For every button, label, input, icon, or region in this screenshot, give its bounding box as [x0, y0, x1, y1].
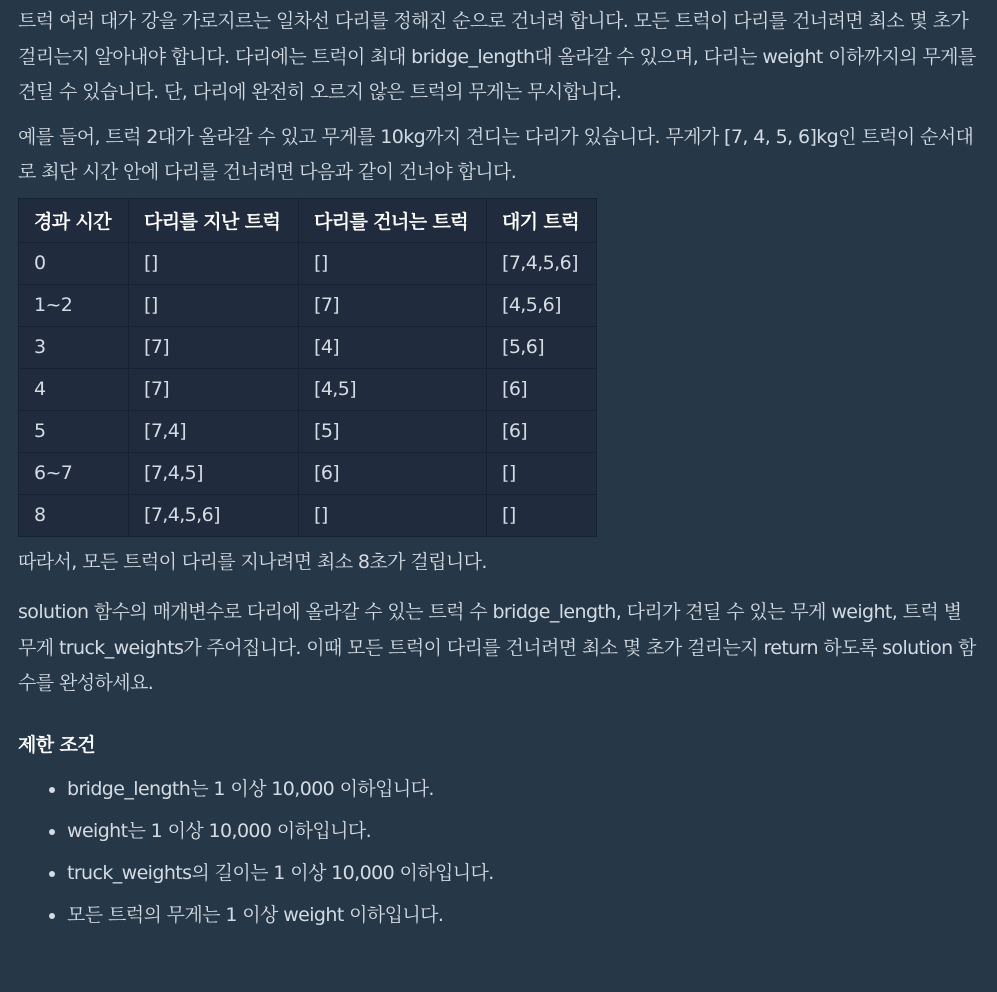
- constraints-title: 제한 조건: [18, 733, 96, 756]
- list-item: • bridge_length는 1 이상 10,000 이하입니다.: [67, 768, 979, 810]
- table-row: [19, 284, 597, 326]
- table-header-row: [19, 198, 597, 242]
- intro-paragraph: 트럭 여러 대가 강을 가로지르는 일차선 다리를 정해진 순으로 건너려 합니다. 모든 트럭이 다리를 건너려면 최소 몇 초가 걸리는지 알아내야 합니다. 다리에는 트럭이 최대 bridge_length대 올라갈 수 있으며, 다리는 weight 이하까지의 무게를 견딜 수 있습니다. 단, 다리에 완전히 오르지 않은 트럭의 무게는 무시합니다.: [18, 10, 976, 103]
- cell-passed: []: [129, 242, 299, 284]
- cell-crossing: [5]: [299, 410, 487, 452]
- cell-time: 3: [19, 326, 129, 368]
- table-row: [19, 452, 597, 494]
- conclusion-paragraph: 따라서, 모든 트럭이 다리를 지나려면 최소 8초가 걸립니다.: [18, 550, 487, 573]
- header-elapsed-time: 경과 시간: [19, 198, 129, 242]
- cell-time: 8: [19, 494, 129, 536]
- cell-passed: []: [129, 284, 299, 326]
- cell-waiting: [4,5,6]: [487, 284, 597, 326]
- cell-crossing: [4]: [299, 326, 487, 368]
- header-passed-trucks: 다리를 지난 트럭: [129, 198, 299, 242]
- table-row: [19, 494, 597, 536]
- cell-crossing: [4,5]: [299, 368, 487, 410]
- cell-crossing: []: [299, 494, 487, 536]
- cell-crossing: []: [299, 242, 487, 284]
- cell-crossing: [7]: [299, 284, 487, 326]
- cell-waiting: [6]: [487, 368, 597, 410]
- cell-time: 1~2: [19, 284, 129, 326]
- list-item: • truck_weights의 길이는 1 이상 10,000 이하입니다.: [67, 852, 979, 894]
- bridge-simulation-table: [18, 198, 597, 537]
- cell-passed: [7,4,5,6]: [129, 494, 299, 536]
- table-row: [19, 410, 597, 452]
- task-paragraph: solution 함수의 매개변수로 다리에 올라갈 수 있는 트럭 수 bridge_length, 다리가 견딜 수 있는 무게 weight, 트럭 별 무게 truck_weights가 주어집니다. 이때 모든 트럭이 다리를 건너려면 최소 몇 초가 걸리는지 return 하도록 solution 함수를 완성하세요.: [18, 601, 976, 694]
- cell-waiting: []: [487, 452, 597, 494]
- header-crossing-trucks: 다리를 건너는 트럭: [299, 198, 487, 242]
- cell-waiting: [6]: [487, 410, 597, 452]
- cell-time: 0: [19, 242, 129, 284]
- cell-time: 6~7: [19, 452, 129, 494]
- constraints-list: [18, 768, 979, 936]
- example-paragraph: 예를 들어, 트럭 2대가 올라갈 수 있고 무게를 10kg까지 견디는 다리가 있습니다. 무게가 [7, 4, 5, 6]kg인 트럭이 순서대로 최단 시간 안에 다리를 건너려면 다음과 같이 건너야 합니다.: [18, 125, 974, 183]
- table-row: [19, 242, 597, 284]
- cell-time: 4: [19, 368, 129, 410]
- header-waiting-trucks: 대기 트럭: [487, 198, 597, 242]
- cell-time: 5: [19, 410, 129, 452]
- cell-waiting: [7,4,5,6]: [487, 242, 597, 284]
- table-row: [19, 368, 597, 410]
- cell-waiting: [5,6]: [487, 326, 597, 368]
- cell-crossing: [6]: [299, 452, 487, 494]
- cell-passed: [7,4]: [129, 410, 299, 452]
- cell-passed: [7]: [129, 368, 299, 410]
- cell-waiting: []: [487, 494, 597, 536]
- cell-passed: [7]: [129, 326, 299, 368]
- cell-passed: [7,4,5]: [129, 452, 299, 494]
- list-item: • weight는 1 이상 10,000 이하입니다.: [67, 810, 979, 852]
- list-item: • 모든 트럭의 무게는 1 이상 weight 이하입니다.: [67, 894, 979, 936]
- table-row: [19, 326, 597, 368]
